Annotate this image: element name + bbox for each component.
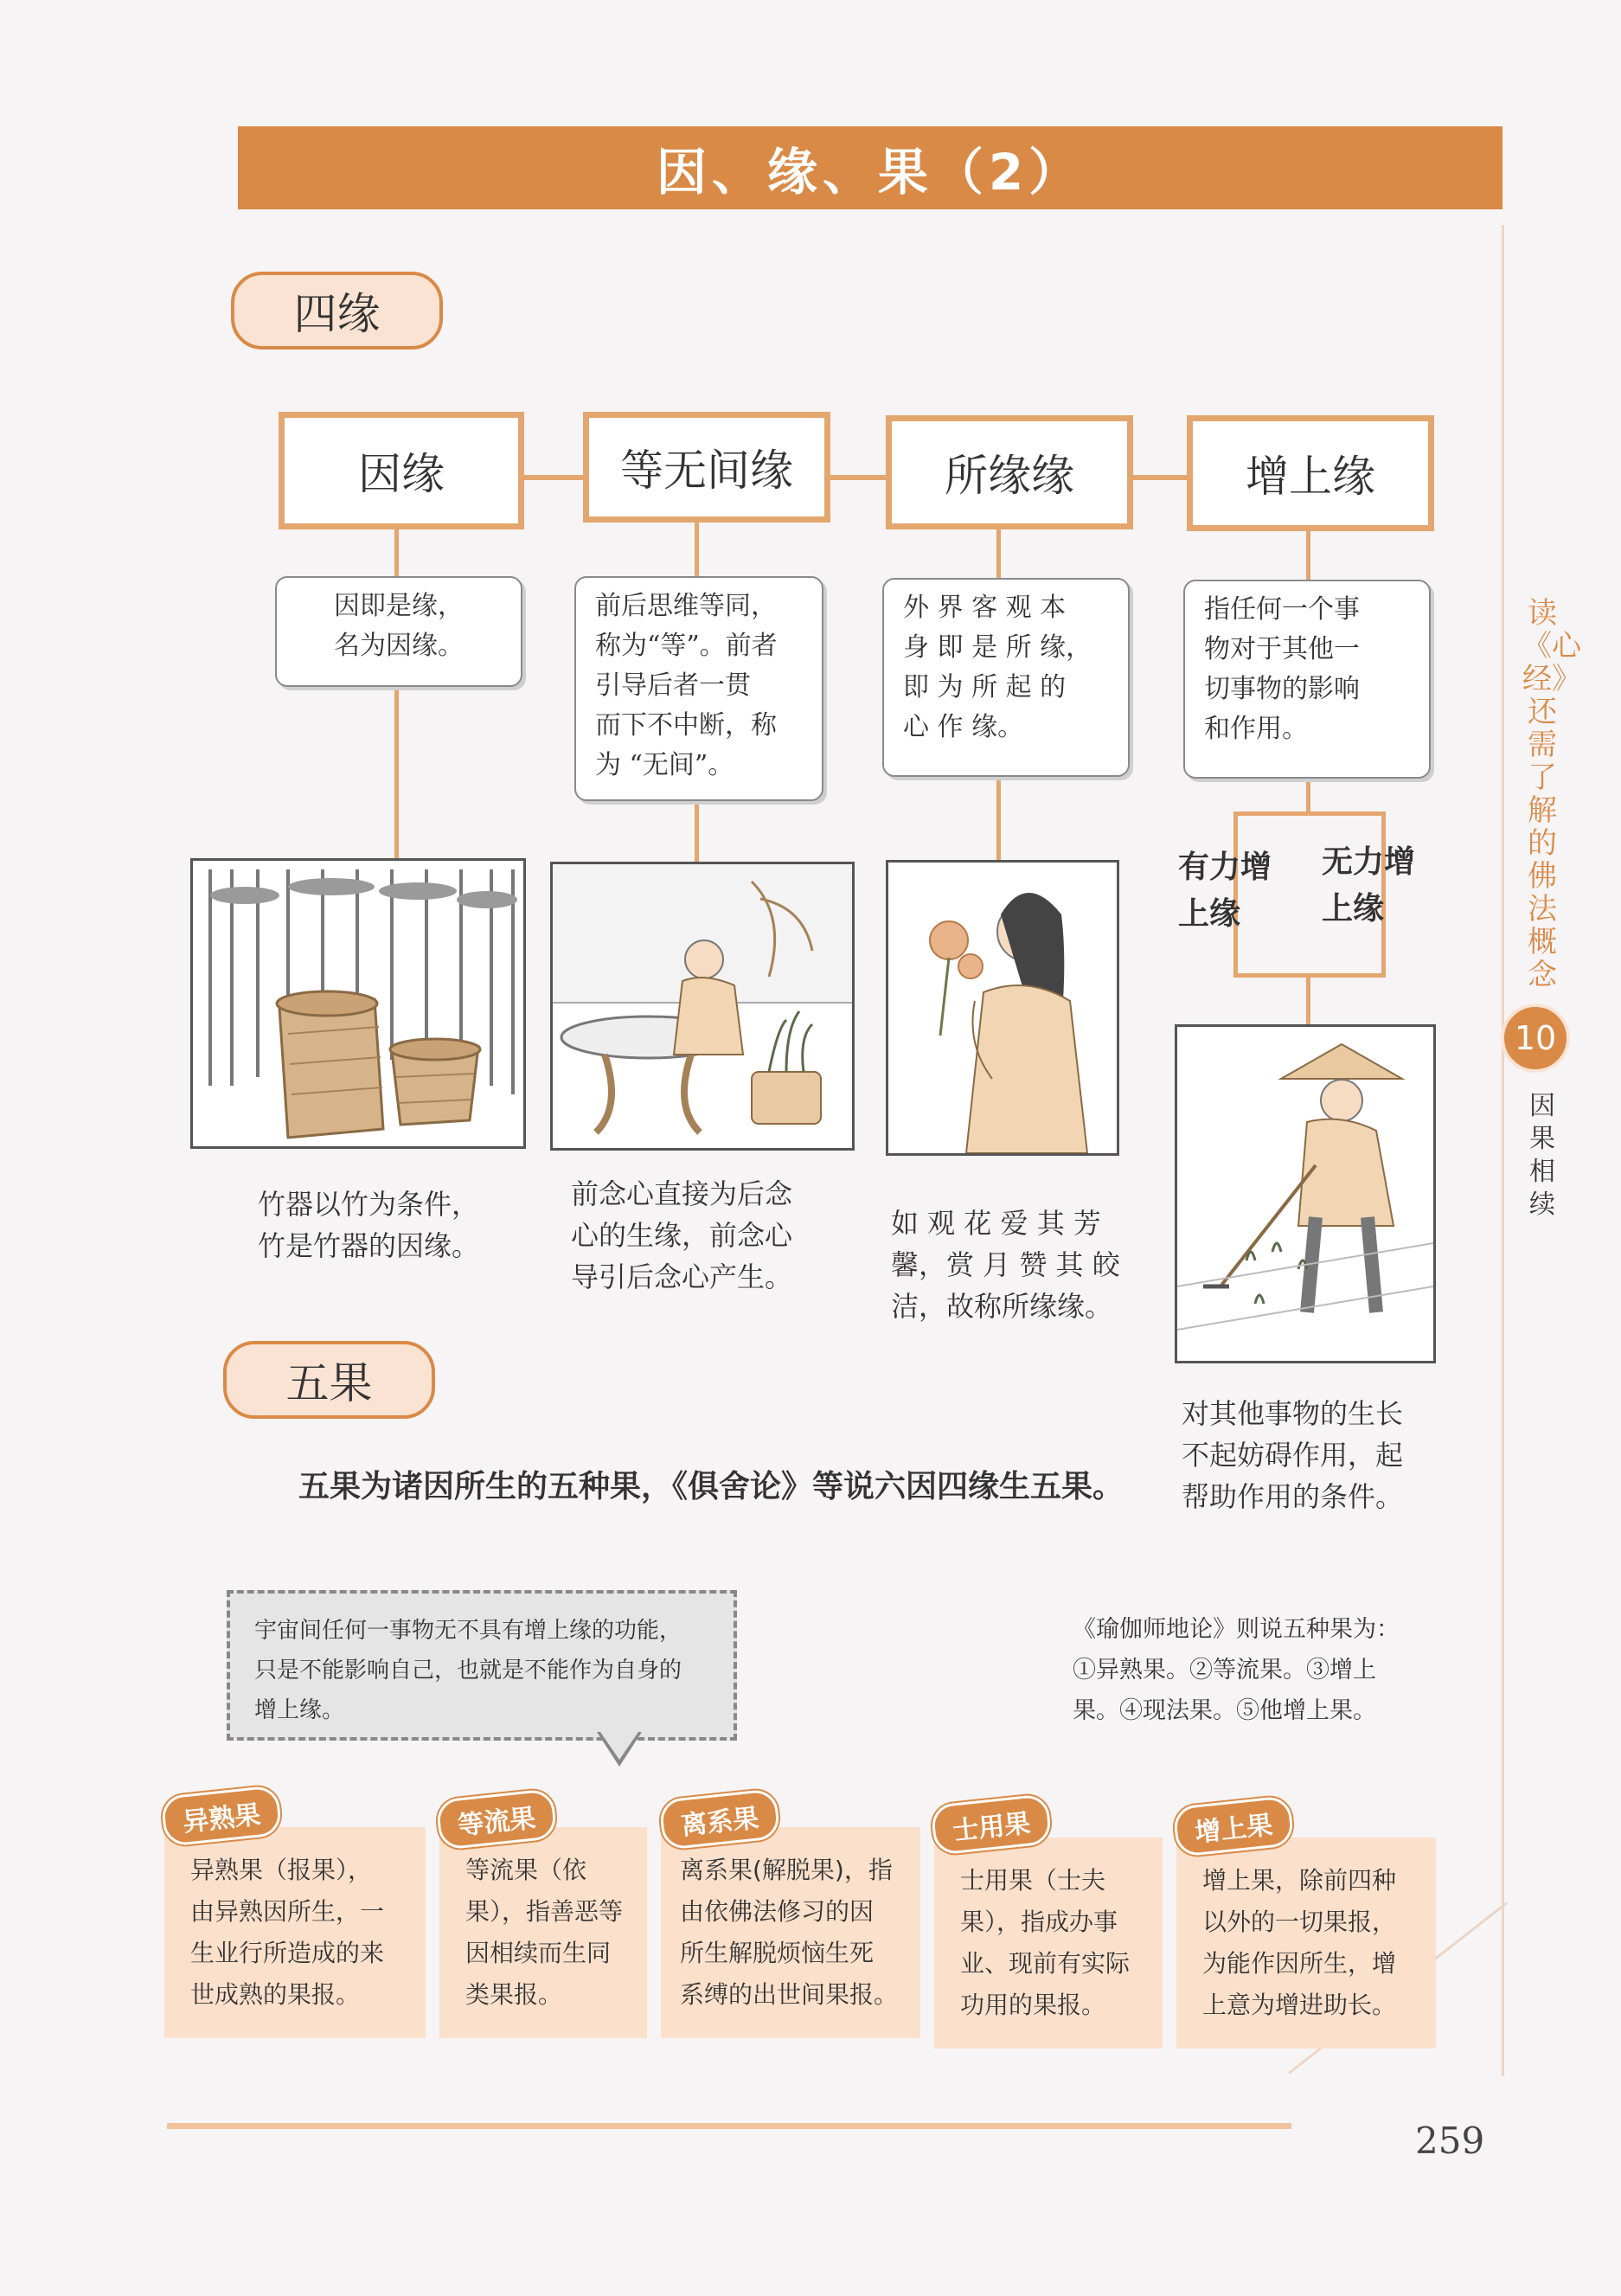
condition-box-yinyuan [279,412,524,529]
condition-desc-dengwujianyuan: 前后思维等同， 称为“等”。前者 引导后者一贯 而下不中断，称 为 “无间”。 [574,576,823,801]
result-tag-lixi: 离系果 [658,1788,780,1850]
condition-label: 增上缘 [1246,452,1375,502]
caption-zengshangyuan: 对其他事物的生长 不起妨碍作用，起 帮助作用的条件。 [1182,1397,1404,1513]
condition-desc-suoyuanyuan: 外 界 客 观 本 身 即 是 所 缘， 即 为 所 起 的 心 作 缘。 [882,578,1130,777]
condition-label: 等无间缘 [620,446,793,496]
zengshang-bracket-bottom [1233,936,1386,978]
result-tag-dengliu: 等流果 [435,1788,557,1850]
connector-line [1306,779,1310,813]
condition-desc-zengshangyuan: 指任何一个事 物对于其他一 切事物的影响 和作用。 [1183,580,1431,779]
footer-rule [167,2123,1291,2129]
connector-line [1306,531,1310,583]
chapter-subtitle-vertical: 因果相续 [1529,1091,1555,1220]
chapter-title-vertical: 读《心经》还需了解的佛法概念 [1522,596,1581,992]
condition-desc-yinyuan: 因即是缘， 名为因缘。 [275,576,522,687]
condition-box-zengshangyuan [1187,415,1434,531]
bamboo-basket-illustration [190,858,526,1149]
section-pill-four-conditions [231,272,443,350]
result-tag-shiyong: 士用果 [930,1793,1052,1856]
scholar-at-table-illustration [550,862,855,1151]
page-title: 因、缘、果（2） [656,143,1085,202]
result-box-zengshang: 增上果，除前四种 以外的一切果报， 为能作因所生，增 上意为增进助长。 [1176,1837,1436,2049]
five-results-lead: 五果为诸因所生的五种果，《俱舍论》等说六因四缘生五果。 [298,1469,1124,1504]
caption-dengwujianyuan: 前念心直接为后念 心的生缘，前念心 导引后念心产生。 [571,1177,793,1293]
result-box-dengliu: 等流果（依 果），指善恶等 因相续而生同 类果报。 [439,1827,647,2038]
section-pill-five-results [223,1341,435,1419]
condition-box-suoyuanyuan [886,415,1133,529]
woman-with-flower-illustration [886,860,1119,1156]
condition-label: 因缘 [358,449,445,499]
yogacara-note: 《瑜伽师地论》则说五种果为： ①异熟果。②等流果。③增上 果。④现法果。⑤他增上果。 [1073,1616,1400,1724]
title-banner [238,126,1502,209]
caption-suoyuanyuan: 如 观 花 爱 其 芳 馨，赏 月 赞 其 皎 洁，故称所缘缘。 [891,1207,1120,1323]
farmer-hoeing-illustration [1175,1024,1436,1363]
condition-box-dengwujianyuan [583,412,830,523]
result-box-lixi: 离系果(解脱果)，指 由依佛法修习的因 所生解脱烦恼生死 系缚的出世间果报。 [661,1827,920,2038]
page-frame-right [1502,225,1504,2076]
zengshang-callout: 宇宙间任何一事物无不具有增上缘的功能， 只是不能影响自己，也就是不能作为自身的 增上缘。 [227,1590,737,1741]
caption-yinyuan: 竹器以竹为条件， 竹是竹器的因缘。 [258,1188,480,1262]
section-label: 五果 [285,1358,373,1408]
condition-label: 所缘缘 [945,451,1074,501]
sub-condition-wuli: 无力增 上缘 [1322,844,1416,927]
result-box-shiyong: 士用果（士夫 果），指成办事 业、现前有实际 功用的果报。 [934,1837,1163,2049]
page-number: 259 [1415,2120,1485,2162]
connector-line [1306,976,1310,1024]
sub-condition-youli: 有力增 上缘 [1178,850,1272,932]
section-label: 四缘 [293,289,381,339]
result-tag-yishu: 异熟果 [160,1785,282,1847]
callout-pointer-fill [600,1732,638,1760]
result-tag-zengshang: 增上果 [1172,1795,1294,1857]
chapter-number-badge: 10 [1501,1004,1570,1073]
result-box-yishu: 异熟果（报果）， 由异熟因所生，一 生业行所造成的来 世成熟的果报。 [164,1827,426,2038]
